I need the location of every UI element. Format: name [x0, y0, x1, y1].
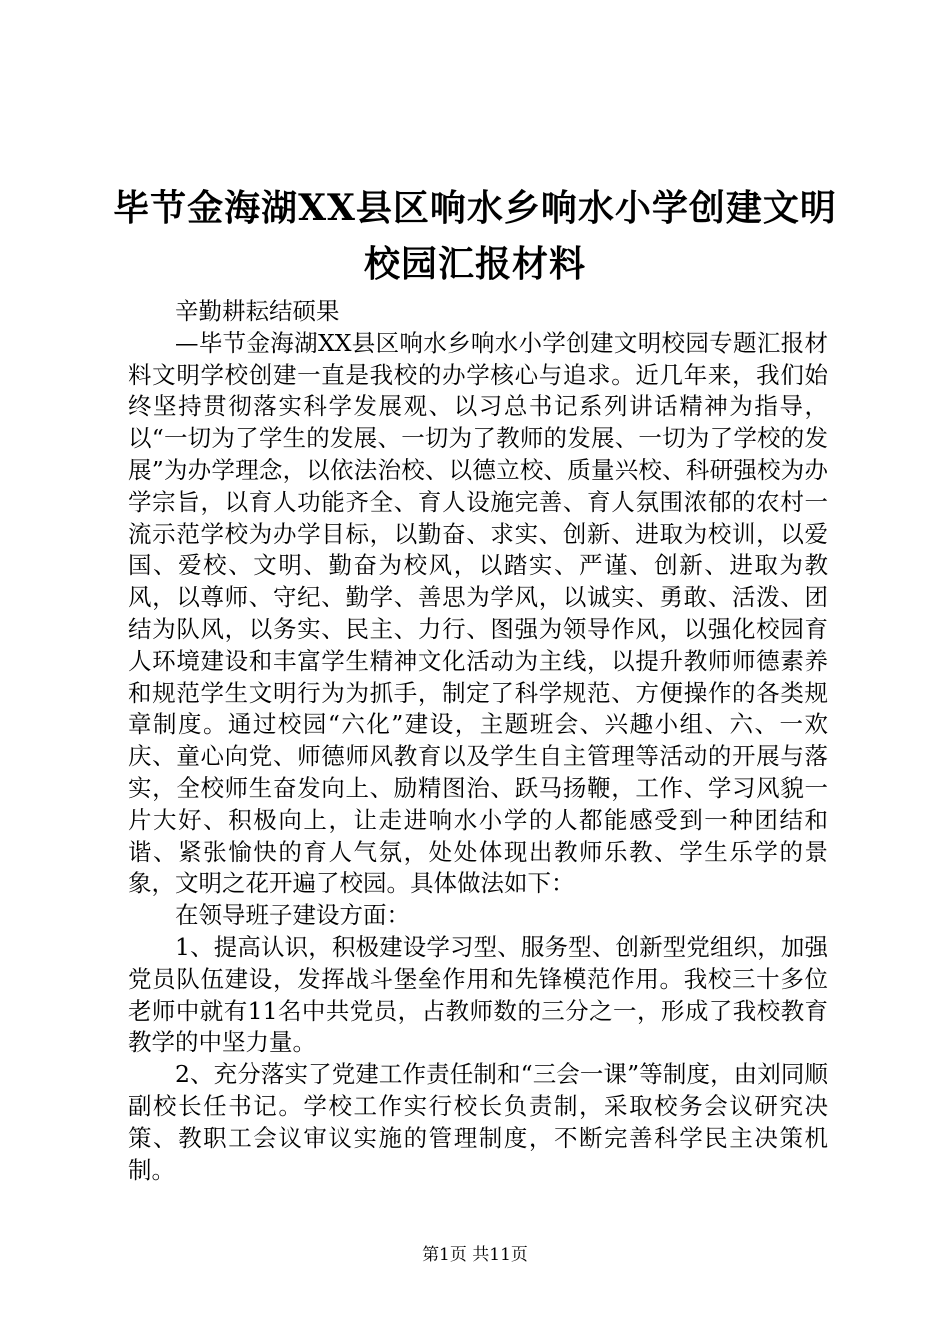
paragraph-section-heading: 在领导班子建设方面：: [175, 901, 410, 930]
document-title: [100, 180, 850, 292]
subtitle: 辛勤耕耘结硕果: [175, 297, 340, 325]
document-body: [128, 296, 828, 1186]
paragraph-item-1: 1、提高认识，积极建设学习型、服务型、创新型党组织，加强党员队伍建设，发挥战斗堡垒作用和先锋模范作用。我校三十多位老师中就有11名中共党员，占教师数的三分之一，形成了我校教育教学的中坚力量。: [128, 932, 828, 1057]
paragraph-item-2: 2、充分落实了党建工作责任制和“三会一课”等制度，由刘同顺副校长任书记。学校工作实行校长负责制，采取校务会议研究决策、教职工会议审议实施的管理制度，不断完善科学民主决策机制。: [128, 1060, 828, 1184]
title-line-2: 校园汇报材料: [363, 243, 586, 285]
paragraph-intro: —毕节金海湖XX县区响水乡响水小学创建文明校园专题汇报材料文明学校创建一直是我校的办学核心与追求。近几年来，我们始终坚持贯彻落实科学发展观、以习总书记系列讲话精神为指导，以“一切为了学生的发展、一切为了教师的发展、一切为了学校的发展”为办学理念，以依法治校、以德立校、质量兴校、科研强校为办学宗旨，以育人功能齐全、育人设施完善、育人氛围浓郁的农村一流示范学校为办学目标，以勤奋、求实、创新、进取为校训，以爱国、爱校、文明、勤奋为校风，以踏实、严谨、创新、进取为教风，以尊师、守纪、勤学、善思为学风，以诚实、勇敢、活泼、团结为队风，以务实、民主、力行、图强为领导作风，以强化校园育人环境建设和丰富学生精神文化活动为主线，以提升教师师德素养和规范学生文明行为为抓手，制定了科学规范、方便操作的各类规章制度。通过校园“六化”建设，主题班会、兴趣小组、六、一欢庆、童心向党、师德师风教育以及学生自主管理等活动的开展与落实，全校师生奋发向上、励精图治、跃马扬鞭，工作、学习风貌一片大好、积极向上，让走进响水小学的人都能感受到一种团结和谐、紧张愉快的育人气氛，处处体现出教师乐教、学生乐学的景象，文明之花开遍了校园。具体做法如下：: [128, 328, 828, 898]
title-line-1: 毕节金海湖XX县区响水乡响水小学创建文明: [113, 187, 837, 229]
page-footer: 第1页 共11页: [422, 1245, 528, 1265]
